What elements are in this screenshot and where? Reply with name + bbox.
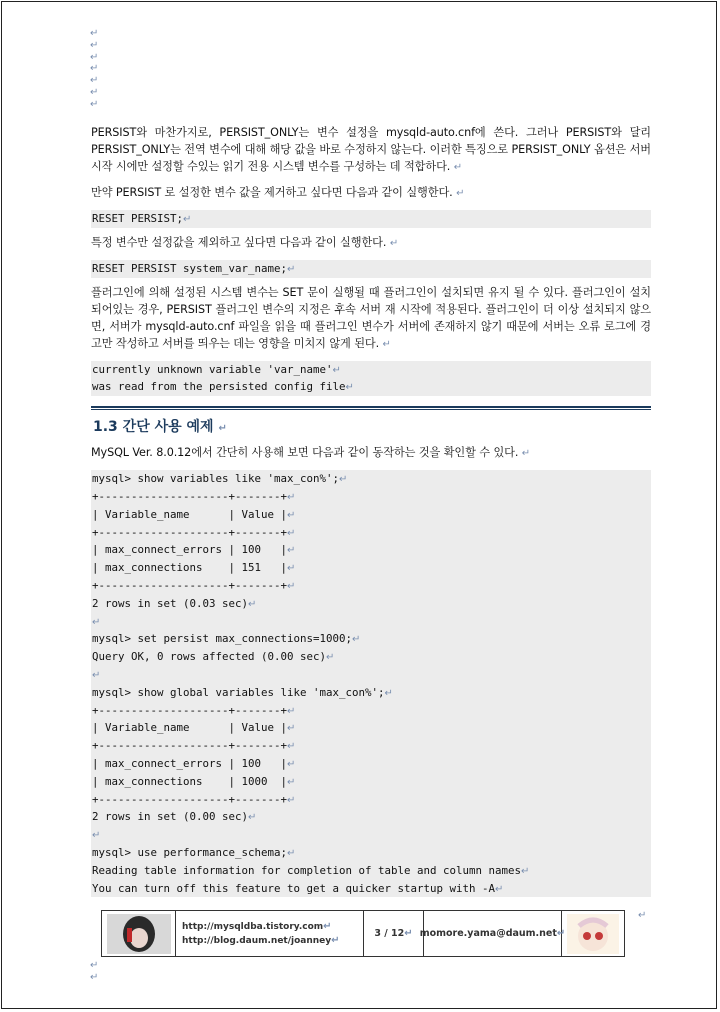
- code-line: currently unknown variable 'var_name'↵: [92, 362, 341, 376]
- code-line: ↵: [92, 669, 101, 681]
- code-line: Query OK, 0 rows affected (0.00 sec)↵: [92, 650, 335, 664]
- code-line: Reading table information for completion of table and column names↵: [92, 863, 530, 877]
- code-block-example: [91, 470, 651, 897]
- section-heading: 1.3 간단 사용 예제 ↵: [93, 419, 227, 436]
- paragraph-mark: ↵: [90, 98, 99, 110]
- heading-rule: [91, 409, 651, 410]
- code-line: mysql> show variables like 'max_con%';↵: [92, 472, 348, 486]
- paragraph-example-intro: MySQL Ver. 8.0.12에서 간단히 사용해 보면 다음과 같이 동작하는 것을 확인할 수 있다. ↵: [91, 446, 531, 460]
- author-email[interactable]: momore.yama@daum.net ↵: [424, 911, 562, 956]
- footer-links: [176, 911, 364, 956]
- empty-paragraph-marks: [90, 960, 98, 984]
- code-line: mysql> use performance_schema;↵: [92, 845, 296, 859]
- code-line: RESET PERSIST;↵: [92, 212, 192, 225]
- empty-paragraph-marks: [90, 28, 110, 111]
- blog-link[interactable]: http://blog.daum.net/joanney↵: [182, 934, 340, 946]
- code-line: 2 rows in set (0.00 sec)↵: [92, 810, 257, 824]
- code-line: RESET PERSIST system_var_name;↵: [92, 261, 296, 275]
- code-line: | max_connect_errors | 100 |↵: [92, 756, 296, 770]
- mascot-image: [567, 914, 619, 954]
- blog-link[interactable]: http://mysqldba.tistory.com↵: [182, 920, 332, 932]
- paragraph-mark: ↵: [90, 86, 99, 98]
- paragraph-reset-intro: 만약 PERSIST 로 설정한 변수 값을 제거하고 싶다면 다음과 같이 실행한다. ↵: [91, 186, 465, 199]
- paragraph-persist-only: PERSIST와 마찬가지로, PERSIST_ONLY는 변수 설정을 mysqld-auto.cnf에 쓴다. 그러나 PERSIST와 달리 PERSIST_ONLY는 전역 변수에 대해 해당 값을 바로 수정하지 않는다. 이러한 특징으로 PERSIST_ONLY 옵션은 서버 시작 시에만 설정할 수있는 읽기 전용 시스템 변수를 구성하는 데 적합하다. ↵: [91, 126, 651, 173]
- code-line: +--------------------+-------+↵: [92, 739, 296, 753]
- paragraph-mark: ↵: [90, 63, 99, 75]
- code-line: +--------------------+-------+↵: [92, 792, 296, 806]
- paragraph-mark: ↵: [90, 972, 99, 983]
- page-footer: [101, 910, 625, 957]
- code-line: | Variable_name | Value |↵: [92, 721, 296, 735]
- paragraph-mark: ↵: [90, 75, 99, 87]
- code-line: mysql> show global variables like 'max_con%';↵: [92, 685, 393, 699]
- code-line: +--------------------+-------+↵: [92, 578, 296, 592]
- code-line: | max_connect_errors | 100 |↵: [92, 543, 296, 557]
- code-block-reset-var: [91, 260, 651, 278]
- paragraph-mark: ↵: [90, 39, 99, 51]
- code-line: | max_connections | 151 |↵: [92, 561, 296, 575]
- code-line: | max_connections | 1000 |↵: [92, 774, 296, 788]
- code-line: +--------------------+-------+↵: [92, 525, 296, 539]
- code-line: | Variable_name | Value |↵: [92, 507, 296, 521]
- code-line: 2 rows in set (0.03 sec)↵: [92, 596, 257, 610]
- heading-rule: [91, 406, 651, 408]
- paragraph-mark: ↵: [90, 28, 99, 39]
- code-block-reset-persist: [91, 210, 651, 228]
- paragraph-mark: ↵: [90, 51, 99, 63]
- code-line: +--------------------+-------+↵: [92, 703, 296, 717]
- paragraph-plugin: 플러그인에 의해 설정된 시스템 변수는 SET 문이 실행될 때 플러그인이 설치되면 유지 될 수 있다. 플러그인이 설치되어있는 경우, PERSIST 플러그인 변수의 지정은 후속 서버 재 시작에 적용된다. 플러그인이 더 이상 설치되지 않으면, 서버가 mysqld-auto.cnf 파일을 읽을 때 플러그인 변수가 서버에 존재하지 않기 때문에 서버는 오류 로그에 경고만 작성하고 서버를 띄우는 데는 영향을 미치지 않게 된다. ↵: [91, 285, 651, 350]
- paragraph-reset-specific: 특정 변수만 설정값을 제외하고 싶다면 다음과 같이 실행한다. ↵: [91, 235, 399, 249]
- code-line: was read from the persisted config file↵: [92, 380, 354, 394]
- paragraph-mark: ↵: [638, 910, 647, 921]
- code-line: ↵: [92, 830, 101, 842]
- code-line: ↵: [92, 616, 101, 628]
- page-number: 3 / 12 ↵: [364, 911, 424, 956]
- code-block-warning: [91, 361, 651, 397]
- code-line: mysql> set persist max_connections=1000;↵: [92, 632, 361, 646]
- document-body: [91, 124, 651, 903]
- code-line: +--------------------+-------+↵: [92, 489, 296, 503]
- author-avatar: [102, 911, 176, 956]
- mascot-avatar: [562, 911, 624, 956]
- avatar-image: [107, 914, 171, 954]
- code-line: You can turn off this feature to get a quicker startup with -A↵: [92, 881, 504, 895]
- paragraph-mark: ↵: [90, 960, 99, 971]
